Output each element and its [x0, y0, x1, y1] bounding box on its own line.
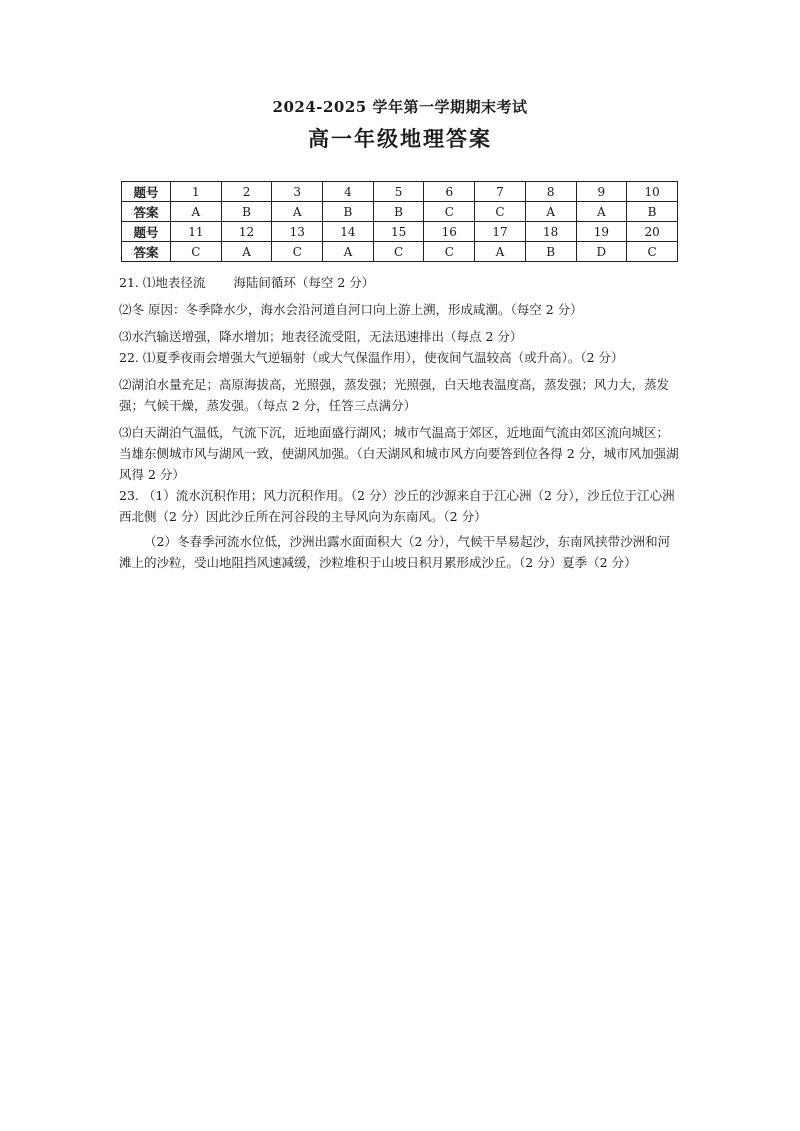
- table-row-answers-1: [122, 202, 678, 222]
- question-number: 3: [272, 182, 323, 202]
- answer-cell: C: [272, 242, 323, 262]
- answer-cell: A: [525, 202, 576, 222]
- q22-part3: ⑶白天湖泊气温低，气流下沉，近地面盛行湖风；城市气温高于郊区，近地面气流由郊区流向城区；当雄东侧城市风与湖风一致，使湖风加强。（白天湖风和城市风方向要答到位各得 2 分，城市风加强湖风得 2 分）: [119, 425, 679, 482]
- q21-part3: ⑶水汽输送增强，降水增加；地表径流受阻，无法迅速排出（每点 2 分）: [119, 329, 523, 344]
- answer-cell: C: [424, 242, 475, 262]
- question-number: 13: [272, 222, 323, 242]
- label-answer: 答案: [122, 202, 171, 222]
- q21-part1-b: 海陆间循环（每空 2 分）: [233, 275, 375, 290]
- question-number: 18: [525, 222, 576, 242]
- q22-part1: 22. ⑴夏季夜雨会增强大气逆辐射（或大气保温作用），使夜间气温较高（或升高）。（2 分）: [119, 350, 624, 365]
- exam-title: 2024-2025 学年第一学期期末考试: [272, 98, 528, 116]
- answer-cell: B: [525, 242, 576, 262]
- label-question-number: 题号: [122, 222, 171, 242]
- question-number: 10: [627, 182, 678, 202]
- question-number: 1: [171, 182, 222, 202]
- answer-body: [119, 272, 679, 573]
- answer-cell: C: [424, 202, 475, 222]
- table-row-numbers-2: [122, 222, 678, 242]
- table-row-numbers-1: [122, 182, 678, 202]
- label-question-number: 题号: [122, 182, 171, 202]
- q21-part2: ⑵冬 原因：冬季降水少，海水会沿河道自河口向上游上溯，形成咸潮。（每空 2 分）: [119, 302, 583, 317]
- answer-cell: A: [323, 242, 374, 262]
- answer-cell: C: [373, 242, 424, 262]
- answer-cell: B: [373, 202, 424, 222]
- q21-part1: [119, 272, 679, 293]
- answer-cell: C: [171, 242, 222, 262]
- question-number: 12: [221, 222, 272, 242]
- question-number: 5: [373, 182, 424, 202]
- question-number: 14: [323, 222, 374, 242]
- question-number: 9: [576, 182, 627, 202]
- answer-table: [121, 181, 678, 262]
- subject-title: 高一年级地理答案: [308, 126, 492, 151]
- answer-cell: C: [475, 202, 526, 222]
- answer-cell: B: [221, 202, 272, 222]
- question-number: 4: [323, 182, 374, 202]
- q23-part2: （2）冬春季河流水位低，沙洲出露水面面积大（2 分），气候干旱易起沙，东南风挟带沙洲和河滩上的沙粒，受山地阻挡风速减缓，沙粒堆积于山坡日积月累形成沙丘。（2 分）夏季（2 分）: [119, 534, 671, 570]
- question-number: 6: [424, 182, 475, 202]
- question-number: 8: [525, 182, 576, 202]
- question-number: 20: [627, 222, 678, 242]
- question-number: 16: [424, 222, 475, 242]
- question-number: 17: [475, 222, 526, 242]
- answer-cell: B: [627, 202, 678, 222]
- question-number: 19: [576, 222, 627, 242]
- answer-cell: A: [171, 202, 222, 222]
- label-answer: 答案: [122, 242, 171, 262]
- answer-cell: D: [576, 242, 627, 262]
- answer-cell: A: [576, 202, 627, 222]
- question-number: 2: [221, 182, 272, 202]
- answer-cell: A: [475, 242, 526, 262]
- q22-part2: ⑵湖泊水量充足；高原海拔高，光照强，蒸发强；光照强，白天地表温度高，蒸发强；风力大，蒸发强；气候干燥，蒸发强。（每点 2 分，任答三点满分）: [119, 377, 670, 413]
- q23-part1: 23. （1）流水沉积作用；风力沉积作用。（2 分）沙丘的沙源来自于江心洲（2 分），沙丘位于江心洲西北侧（2 分）因此沙丘所在河谷段的主导风向为东南风。（2 分）: [119, 488, 675, 524]
- answer-cell: A: [221, 242, 272, 262]
- question-number: 7: [475, 182, 526, 202]
- q21-part1-a: 21. ⑴地表径流: [119, 275, 206, 290]
- answer-cell: C: [627, 242, 678, 262]
- answer-cell: B: [323, 202, 374, 222]
- table-row-answers-2: [122, 242, 678, 262]
- question-number: 11: [171, 222, 222, 242]
- question-number: 15: [373, 222, 424, 242]
- answer-cell: A: [272, 202, 323, 222]
